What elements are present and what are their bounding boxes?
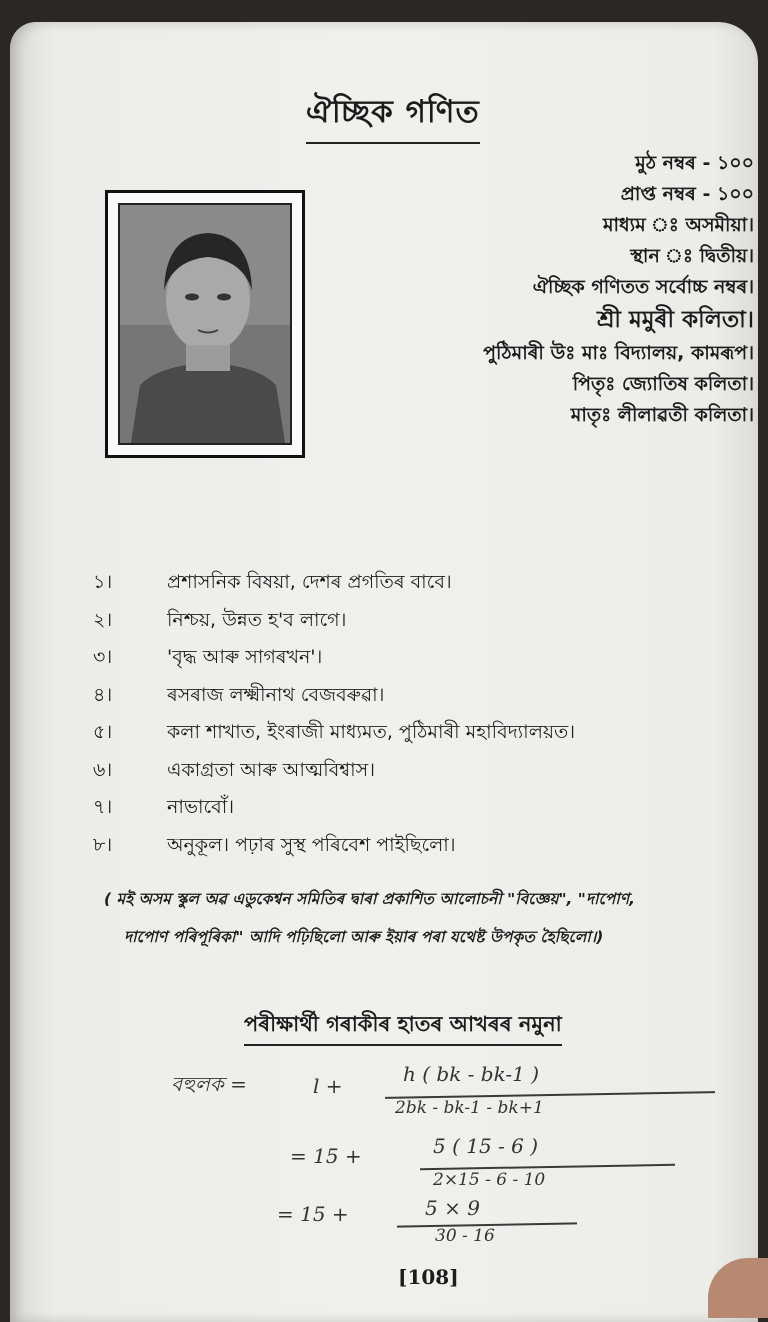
- item-number: ৭।: [93, 796, 113, 818]
- school-name: পুঠিমাৰী উঃ মাঃ বিদ্যালয়, কামৰূপ।: [483, 342, 754, 364]
- list-item: [93, 718, 743, 756]
- formula-term: = 15 +: [277, 1202, 349, 1226]
- formula-term: l +: [313, 1074, 343, 1098]
- formula-numerator: h ( bk - bk-1 ): [403, 1062, 540, 1086]
- note-line: ( মই অসম স্কুল অৱ এডুকেশ্বন সমিতিৰ দ্বাৰা প্ৰকাশিত আলোচনী "বিজ্ঞেয়", "দাপোণ,: [104, 890, 636, 908]
- list-item: [93, 831, 743, 869]
- item-number: ২।: [93, 608, 113, 631]
- formula-denominator: 2bk - bk-1 - bk+1: [395, 1098, 544, 1118]
- fraction-bar: [420, 1164, 675, 1170]
- list-item: [93, 756, 743, 794]
- list-item: [93, 681, 743, 719]
- position: স্থান ঃ দ্বিতীয়।: [630, 245, 754, 267]
- student-photo: [105, 190, 305, 458]
- formula-lhs: বহুলক =: [171, 1072, 247, 1096]
- student-note: [104, 880, 744, 956]
- page-title: ঐচ্ছিক গণিত: [306, 88, 480, 144]
- portrait-graphic: [120, 205, 292, 445]
- formula-numerator: 5 ( 15 - 6 ): [433, 1134, 539, 1158]
- item-text: ৰসৰাজ লক্ষ্মীনাথ বেজবৰুৱা।: [167, 683, 385, 706]
- obtained-marks: প্ৰাপ্ত নম্বৰ - ১০০: [620, 183, 754, 205]
- formula-denominator: 2×15 - 6 - 10: [433, 1170, 546, 1190]
- item-text: নাভাবোঁ।: [167, 796, 235, 818]
- item-number: ৫।: [93, 721, 113, 743]
- handwriting-heading: পৰীক্ষাৰ্থী গৰাকীৰ হাতৰ আখৰৰ নমুনা: [244, 1008, 562, 1046]
- list-item: [93, 793, 743, 831]
- item-text: নিশ্চয়, উন্নত হ'ব লাগে।: [167, 608, 347, 631]
- item-number: ৪।: [93, 683, 113, 706]
- mother-name: মাতৃঃ লীলাৱতী কলিতা।: [570, 404, 754, 426]
- formula-term: = 15 +: [290, 1144, 362, 1168]
- student-info: [483, 148, 754, 431]
- list-item: [93, 643, 743, 681]
- photo-image: [118, 203, 292, 445]
- item-number: ৬।: [93, 758, 113, 781]
- formula-denominator: 30 - 16: [435, 1226, 495, 1246]
- total-marks: মুঠ নম্বৰ - ১০০: [635, 152, 754, 174]
- page-number: [108]: [398, 1265, 459, 1289]
- highest-marks-note: ঐচ্ছিক গণিতত সৰ্বোচ্চ নম্বৰ।: [532, 276, 754, 298]
- item-text: 'বৃদ্ধ আৰু সাগৰখন'।: [167, 646, 323, 668]
- father-name: পিতৃঃ জ্যোতিষ কলিতা।: [572, 373, 754, 395]
- item-text: একাগ্ৰতা আৰু আত্মবিশ্বাস।: [167, 758, 375, 781]
- item-text: কলা শাখাত, ইংৰাজী মাধ্যমত, পুঠিমাৰী মহাবিদ্যালয়ত।: [167, 721, 576, 743]
- item-number: ৩।: [93, 646, 113, 668]
- answer-list: [93, 568, 743, 868]
- medium: মাধ্যম ঃ অসমীয়া।: [602, 214, 754, 236]
- formula-numerator: 5 × 9: [425, 1196, 480, 1220]
- student-name: শ্ৰী মমুৰী কলিতা।: [597, 307, 754, 333]
- item-number: ৮।: [93, 833, 113, 856]
- item-text: প্ৰশাসনিক বিষয়া, দেশৰ প্ৰগতিৰ বাবে।: [167, 571, 452, 593]
- handwriting-sample: [165, 1062, 745, 1262]
- list-item: [93, 568, 743, 606]
- note-line: দাপোণ পৰিপূৰিকা" আদি পঢ়িছিলো আৰু ইয়াৰ পৰা যথেষ্ট উপকৃত হৈছিলো।): [124, 928, 604, 946]
- list-item: [93, 606, 743, 644]
- item-number: ১।: [93, 571, 113, 593]
- item-text: অনুকূল। পঢ়াৰ সুস্থ পৰিবেশ পাইছিলো।: [167, 833, 456, 856]
